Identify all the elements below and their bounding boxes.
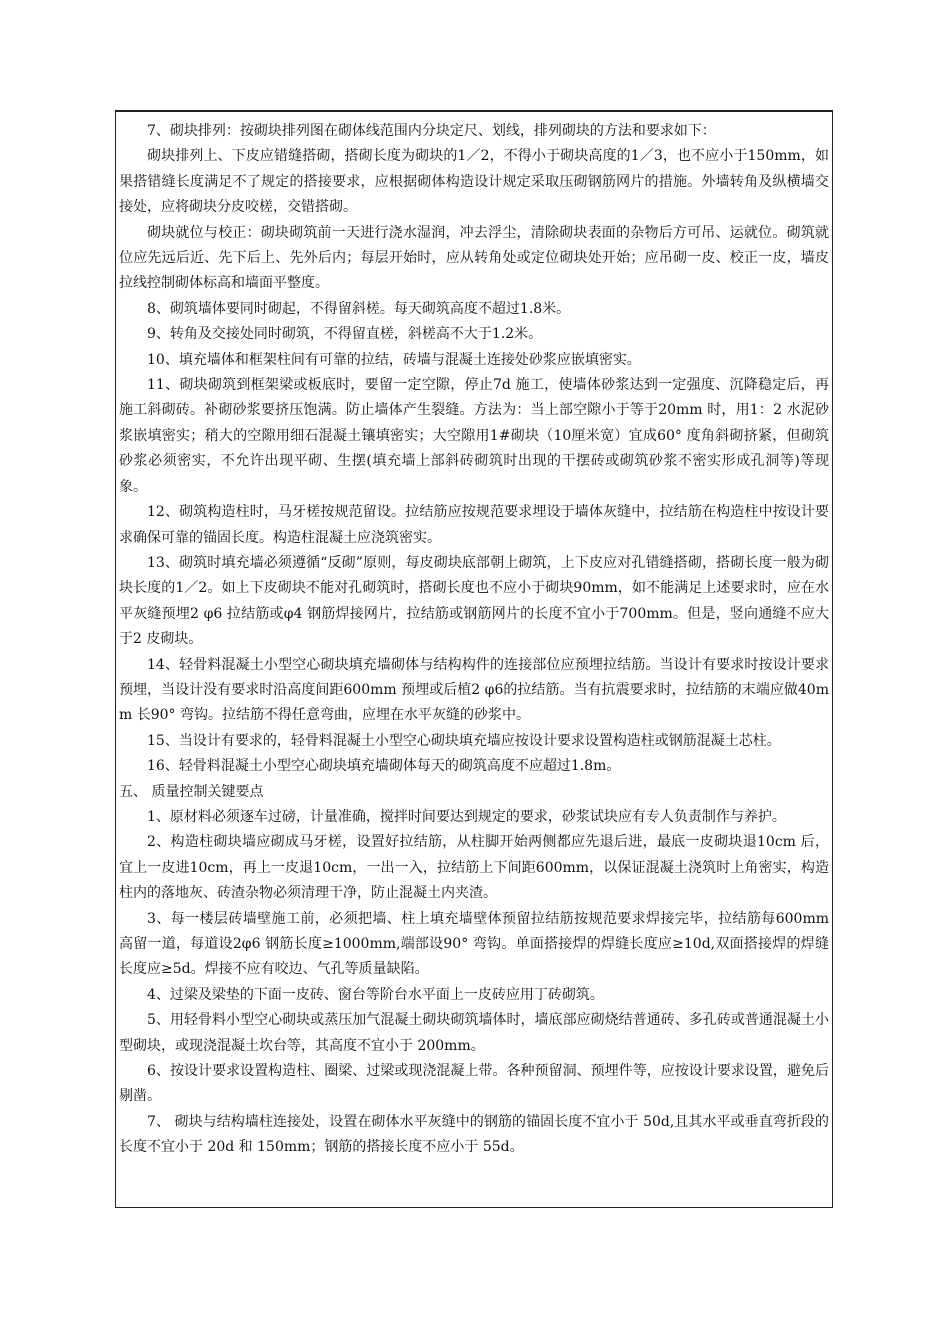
paragraph: 10、填充墙体和框架柱间有可靠的拉结，砖墙与混凝土连接处砂浆应嵌填密实。 [147,351,641,368]
paragraph: 6、按设计要求设置构造柱、圈梁、过梁或现浇混凝上带。各种预留洞、预埋件等，应按设计要求设置，避免后剔凿。 [119,1063,829,1105]
paragraph: 9、转角及交接处同时砌筑，不得留直槎，斜槎高不大于1.2米。 [147,326,543,343]
paragraph: 5、用轻骨料小型空心砌块或蒸压加气混凝土砌块砌筑墙体时，墙底部应砌烧结普通砖、多孔砖或普通混凝土小型砌块，或现浇混凝土坎台等，其高度不宜小于 200mm。 [119,1012,829,1054]
paragraph: 15、当设计有要求的，轻骨料混凝土小型空心砌块填充墙应按设计要求设置构造柱或钢筋混凝土芯柱。 [147,732,781,749]
paragraph: 3、每一楼层砖墙壁施工前，必须把墙、柱上填充墙壁体预留拉结筋按规范要求焊接完毕，拉结筋每600mm 高留一道，每道设2φ6 钢筋长度≥1000mm,端部设90° 弯钩。单面搭接焊的焊缝长度应≥10d,双面搭接焊的焊缝长度应≥5d。焊接不应有咬边、气孔等质量缺陷。 [119,910,829,978]
paragraph: 11、砌块砌筑到框架梁或板底时，要留一定空隙，停止7d 施工，使墙体砂浆达到一定强度、沉降稳定后，再施工斜砌砖。补砌砂浆要挤压饱满。防止墙体产生裂缝。方法为：当上部空隙小于等于20mm 时，用1：2 水泥砂浆嵌填密实；稍大的空隙用细石混凝土镶填密实；大空隙用1#砌块（10厘米宽）宜成60° 度角斜砌挤紧，但砌筑砂浆必须密实，不允许出现平砌、生摆(填充墙上部斜砖砌筑时出现的干摆砖或砌筑砂浆不密实形成孔洞等)等现象。 [119,377,829,495]
top-border-rule [116,111,832,112]
paragraph: 2、构造柱砌块墙应砌成马牙槎，设置好拉结筋，从柱脚开始两侧都应先退后进，最底一皮砌块退10cm 后，宜上一皮进10cm，再上一皮退10cm，一出一入，拉结筋上下间距600mm，以保证混凝土浇筑时上角密实，构造柱内的落地灰、砖渣杂物必须清理干净，防止混凝土内夹渣。 [119,834,829,902]
paragraph: 8、砌筑墙体要同时砌起，不得留斜槎。每天砌筑高度不超过1.8米。 [147,300,571,317]
paragraph: 16、轻骨料混凝土小型空心砌块填充墙砌体每天的砌筑高度不应超过1.8m。 [147,758,621,775]
section-heading: 五、 质量控制关键要点 [119,783,264,800]
document-body [119,119,829,1161]
paragraph: 7、砌块排列：按砌块排列图在砌体线范围内分块定尺、划线，排列砌块的方法和要求如下： [147,123,716,139]
paragraph: 13、砌筑时填充墙必须遵循“反砌”原则，每皮砌块底部朝上砌筑，上下皮应对孔错缝搭砌，搭砌长度一般为砌块长度的1／2。如上下皮砌块不能对孔砌筑时，搭砌长度也不应小于砌块90mm，如不能满足上述要求时，应在水平灰缝预埋2 φ6 拉结筋或φ4 钢筋焊接网片，拉结筋或钢筋网片的长度不宜小于700mm。但是，竖向通缝不应大于2 皮砌块。 [119,554,829,648]
paragraph: 1、原材料必须逐车过磅，计量准确，搅拌时间要达到规定的要求，砂浆试块应有专人负责制作与养护。 [147,808,786,825]
paragraph: 砌块就位与校正：砌块砌筑前一天进行浇水湿润，冲去浮尘，清除砌块表面的杂物后方可吊、运就位。砌筑就位应先远后近、先下后上、先外后内；每层开始时，应从转角处或定位砌块处开始；应吊砌一皮、校正一皮，墙皮拉线控制砌体标高和墙面平整度。 [119,224,829,292]
paragraph: 12、砌筑构造柱时，马牙槎按规范留设。拉结筋应按规范要求埋设于墙体灰缝中，拉结筋在构造柱中按设计要求确保可靠的锚固长度。构造柱混凝土应浇筑密实。 [119,504,829,546]
paragraph: 4、过梁及梁垫的下面一皮砖、窗台等阶台水平面上一皮砖应用丁砖砌筑。 [147,986,604,1003]
paragraph: 14、轻骨料混凝土小型空心砌块填充墙砌体与结构构件的连接部位应预埋拉结筋。当设计有要求时按设计要求预埋，当设计没有要求时沿高度间距600mm 预埋或后植2 φ6的拉结筋。当有抗震要求时，拉结筋的末端应做40mm 长90° 弯钩。拉结筋不得任意弯曲，应埋在水平灰缝的砂浆中。 [119,656,829,724]
paragraph: 7、 砌块与结构墙柱连接处，设置在砌体水平灰缝中的钢筋的锚固长度不宜小于 50d,且其水平或垂直弯折段的长度不宜小于 20d 和 150mm；钢筋的搭接长度不应小于 55d。 [119,1113,829,1156]
paragraph: 砌块排列上、下皮应错缝搭砌，搭砌长度为砌块的1／2，不得小于砌块高度的1／3，也不应小于150mm，如果搭错缝长度满足不了规定的搭接要求，应根据砌体构造设计规定采取压砌钢筋网片的措施。外墙转角及纵横墙交接处，应将砌块分皮咬槎，交错搭砌。 [119,148,829,216]
document-table-cell [115,110,833,1208]
